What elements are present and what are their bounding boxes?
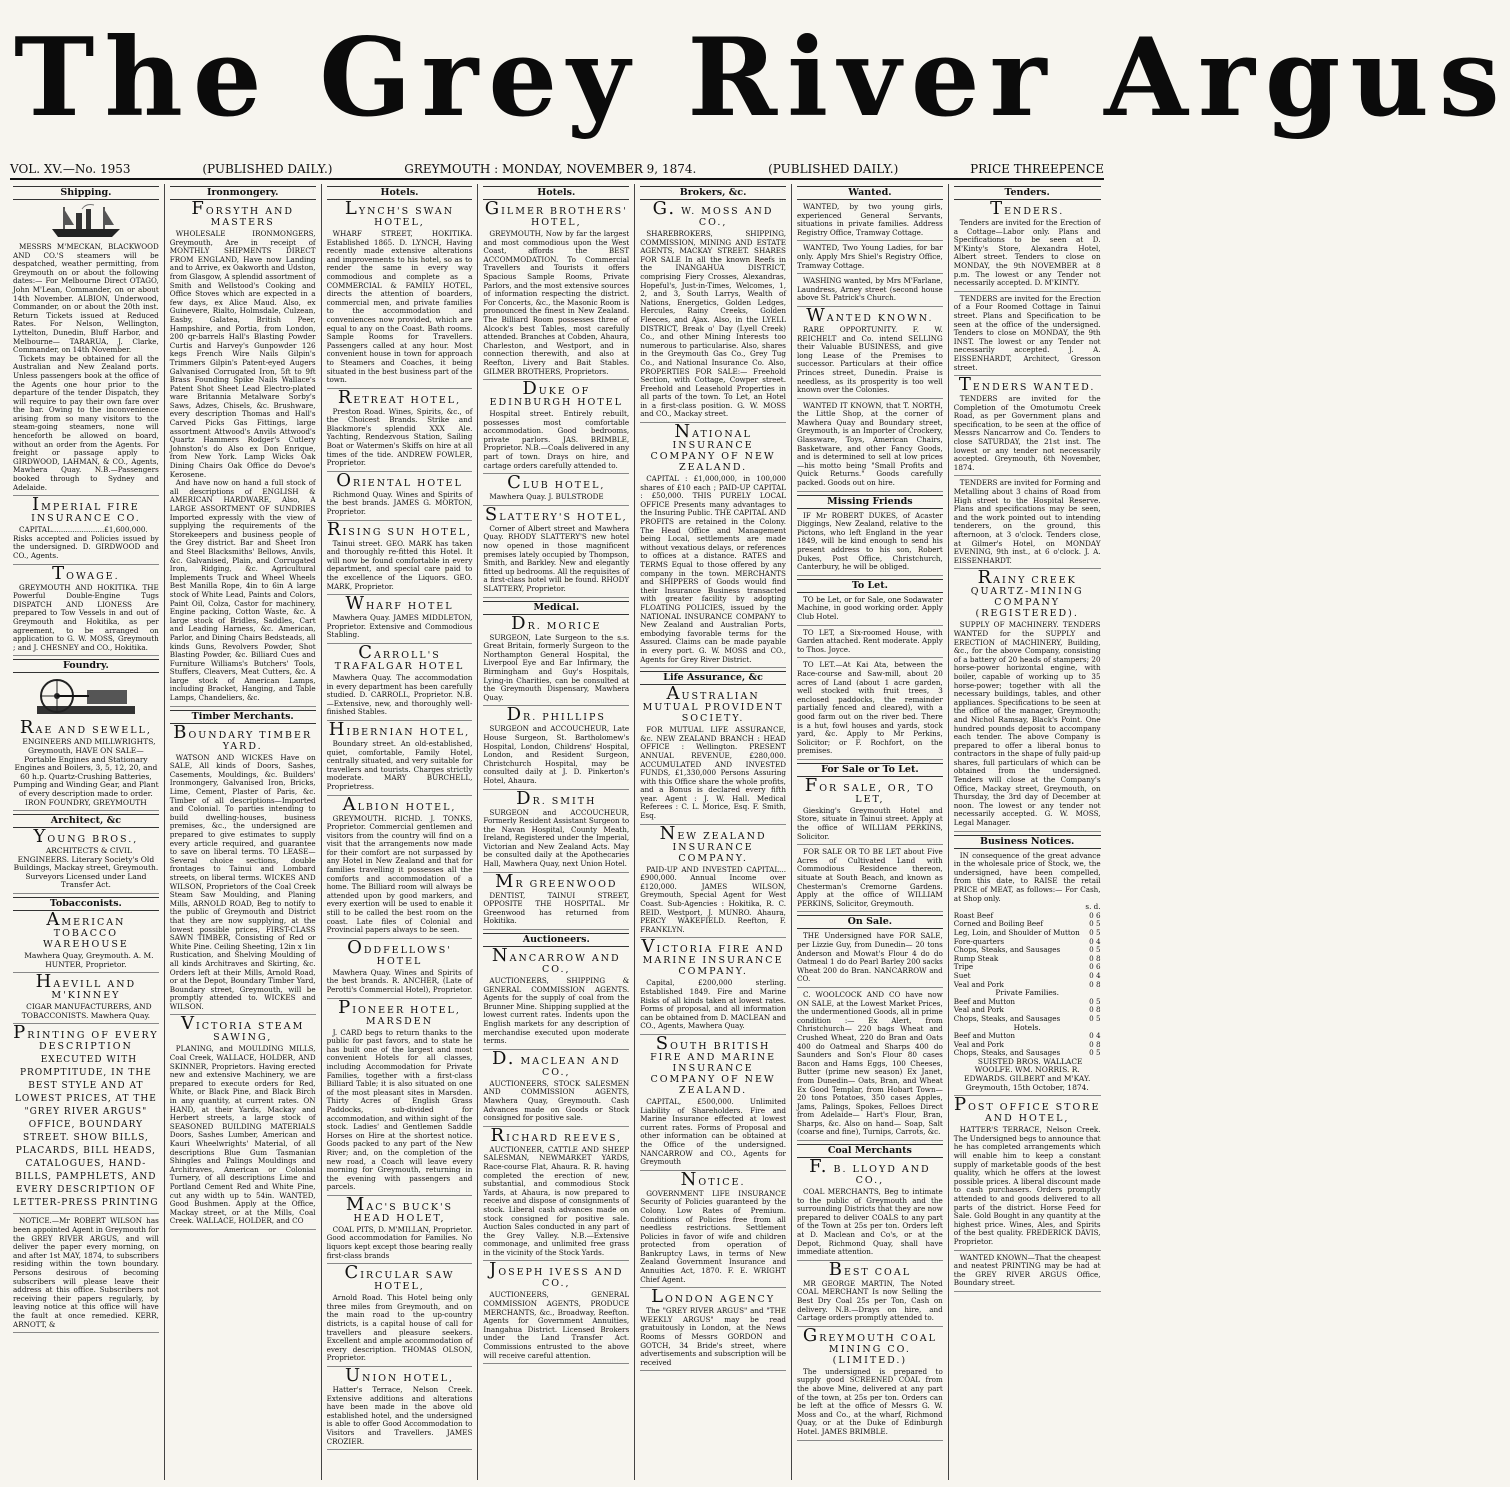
ad-union [326, 1365, 473, 1450]
section-heading: On Sale. [797, 915, 943, 929]
private-price-list [954, 998, 1101, 1024]
ad-body: Hospital street. Entirely rebuilt, possesses most comfortable accommodation. Good bedrooms, private parlors. JAS. BRIMBLE, Proprietor. N.B.—Coals delivered in any part of town. Drays on hire, and cartage orders carefully attended to. [483, 409, 630, 470]
ad-heading: RAINY CREEK QUARTZ-MINING COMPANY (REGISTERED). [970, 567, 1084, 620]
ad-heading: YOUNG BROS., [33, 826, 139, 848]
ad-body: WHOLESALE IRONMONGERS, Greymouth, Are in receipt of MONTHLY SHIPMENTS DIRECT FROM ENGLAND, Have now Landing and to Arrive, ex Oakworth and Udston, from Glasgow, A splendid assortment of Smith and Wellstood's Cooking and Office Stoves which are expected in a few days, ex Alice Maud. Also, ex Guinevere, Rialto, Holmsdale, Culzean, Easby, Galatea, British Peer, Hampshire, and Portia, from London, 200 qr-barrels Hall's Blasting Powder Curtis and Harvey's Gunpowder 126 kegs French Wire Nails Gilpin's Trimmers Gilpin's Patent-eyed Augers Galvanised Corrugated Iron, 5ft to 9ft Brass Founding Spike Nails Wallace's Patent Shot Sheet Lead Electro-plated ware Britannia Metalware Sorby's Saws, Adzes, Chisels, &c. Brushware, every description Thomas and Hall's Carved Picks Gas Fittings, large assortment Attwood's Anvils Attwood's Quartz Hammers Rodger's Cutlery Johnston's do Also ex Don Enrique, from New York. Lamp Wicks Oak Dining Chairs Oak Office do Devoe's Kerosene. [169, 229, 316, 479]
section-heading: To Let. [797, 579, 943, 593]
price-item: Veal and Pork [953, 1005, 1004, 1015]
ad-albion [326, 793, 473, 939]
ad-heading: DR. SMITH [516, 787, 597, 809]
price-item: Rump Steak [953, 953, 999, 963]
ad-slattery [483, 503, 630, 598]
ad-heading: FOR SALE, OR, TO LET, [804, 774, 935, 805]
ad-retreat [326, 386, 473, 472]
ad-body: Mawhera Quay. Wines and Spirits of the best brands. R. ANCHER, (Late of Perotti's Commercial Hotel), Proprietor. [326, 967, 473, 994]
ad-heading: JOSEPH IVESS AND CO., [489, 1259, 624, 1290]
ad-body: Boundary street. An old-established, quiet, comfortable, Family Hotel, centrally situated, and very suitable for travellers and tourists. Charges strictly moderate. MARY BURCHELL, Proprietress. [326, 738, 473, 791]
ad-body: IN consequence of the great advance in the wholesale price of Stock, we, the undersigned, have been compelled, from this date, to RAISE the retail PRICE of MEAT, as follows:— For Cash, at Shop only. [953, 850, 1101, 903]
ad-victoria-sawing [169, 1013, 316, 1229]
section-heading: Hotels. [327, 186, 473, 200]
hotel-price-list [954, 1032, 1101, 1058]
ad-club [483, 472, 629, 506]
ad-heading: ALBION HOTEL, [342, 793, 457, 815]
ad-body: Tickets may be obtained for all the Australian and New Zealand ports. Unless passengers book at the office of the Agents one hour prior to the departure of the tender Dispatch, they will require to pay their own fare over the bar. Owing to the inconvenience arising from so many visitors to the steam-going steamers, none will henceforth be allowed on board, without an order from the Agents. For freight or passage apply to GIRDWOOD, LAHMAN, & CO., Agents, Mawhera Quay. N.B.—Passengers booked through to Sydney and Adelaide. [13, 353, 159, 492]
ad-australian-mutual [640, 683, 786, 825]
ad-body: Richmond Quay. Wines and Spirits of the best brands. JAMES G. MORTON, Proprietor. [326, 489, 473, 517]
ad-heading: RICHARD REEVES, [490, 1124, 623, 1146]
ad-american-tobacco [13, 909, 159, 973]
ad-forsale-1 [796, 774, 943, 845]
price-value: 0 8 [1089, 953, 1101, 963]
ad-rae-sewell [13, 676, 159, 811]
ad-heading: DR. MORICE [511, 612, 602, 634]
section-heading: Foundry. [13, 659, 159, 673]
price-value: 0 5 [1089, 996, 1101, 1006]
ad-heading: SOUTH BRITISH FIRE AND MARINE INSURANCE COMPANY OF NEW ZEALAND. [650, 1032, 777, 1096]
ad-heading: ODDFELLOWS' HOTEL [347, 936, 452, 967]
published-daily-left: (PUBLISHED DAILY.) [202, 162, 333, 176]
price-value: 0 6 [1089, 962, 1101, 972]
section-heading: Wanted. [797, 186, 943, 200]
ad-tolet-3 [797, 661, 943, 760]
ad-forsale-2 [797, 848, 943, 912]
ad-body: SURGEON and ACCOUCHEUR, Late House Surgeon, St. Bartholomew's Hospital, London, Childrens' Hospital, London, and Resident Surgeon, Christchurch Hospital, may be consulted daily at J. D. Pinkerton's Hotel, Ahaura. [483, 724, 630, 785]
ad-heading: D. MACLEAN AND CO., [491, 1047, 621, 1078]
ad-tender-wanted [953, 374, 1101, 476]
ad-victoria-fire [640, 936, 786, 1035]
ad-body: CAPITAL : £1,000,000, in 100,000 shares of £10 each ; PAID-UP CAPITAL : £50,000. THIS PURELY LOCAL OFFICE Presents many advantages to the Insuring Public. THE CAPITAL AND PROFITS are retained in the Colony. The Head Office and Management being Local, settlements are made without vexatious delays, or references to offices at a distance. RATES and TERMS Equal to those offered by any company in the town. MERCHANTS and SHIPPERS of Goods would find their Insurance Business transacted with greater facility by adopting FLOATING POLICIES, issued by the NATIONAL INSURANCE COMPANY to New Zealand and Australian Ports, embodying favorable terms for the Assured. Claims can be made payable in every port. G. W. MOSS and CO., Agents for Grey River District. [640, 474, 786, 664]
section-heading: For Sale or To Let. [797, 763, 943, 777]
column-4 [478, 184, 635, 1480]
price-header: s. d. [1085, 902, 1101, 912]
price-item: Tripe [953, 962, 974, 972]
ad-body: SURGEON, Late Surgeon to the s.s. Great Britain, formerly Surgeon to the Northampton General Hospital, the Liverpool Eye and Ear Infirmary, the Birmingham and Guy's Hospitals, Lying-in Charities, can be consulted at the Greymouth Dispensary, Mawhera Quay. [483, 632, 630, 702]
ad-heading: VICTORIA FIRE AND MARINE INSURANCE COMPANY. [641, 936, 785, 978]
ad-lloyd [796, 1156, 943, 1261]
ad-body: AUCTIONEERS, STOCK SALESMEN AND COMMISSION AGENTS, Mawhera Quay, Greymouth. Cash Advances made on Goods or Stock consigned for positive sale. [483, 1078, 630, 1123]
price-value: 0 8 [1089, 1039, 1101, 1049]
price-subheading: Private Families. [995, 988, 1060, 998]
ad-heading: FORSYTH AND MASTERS [191, 198, 295, 228]
ad-body: CAPITAL.......................£1,600,000. Risks accepted and Policies issued by the undersigned. D. GIRDWOOD and CO., Agents. [13, 525, 159, 560]
ad-body: AUCTIONEER, CATTLE AND SHEEP SALESMAN, NEWMARKET YARDS, Race-course Flat, Ahaura. R. R. having completed the erection of new, substantial, and commodious Stock Yards, at Ahaura, is now prepared to receive and dispose of consignments of stock. Liberal cash advances made on stock consigned for positive sale. Auction Sales conducted in any part of the Grey Valley. N.B.—Extensive commonage, and unlimited free grass in the vicinity of the Stock Yards. [483, 1144, 630, 1257]
ad-heading: AMERICAN TOBACCO WAREHOUSE [43, 909, 129, 951]
ad-government-life [640, 1168, 786, 1289]
ad-body: IF Mr ROBERT DUKES, of Acaster Diggings, New Zealand, relative to the Pictons, who left England in the year 1849, will be kind enough to send his present address to his son, Robert Dukes, Post Office, Christchurch, Canterbury, he will be obliged. [796, 510, 943, 572]
ad-nancarrow [483, 945, 630, 1050]
ad-heading: NANCARROW AND CO., [491, 945, 621, 976]
ad-dr-phillips [483, 704, 630, 789]
ad-heading: WANTED KNOWN. [806, 304, 934, 326]
ad-heading: NEW ZEALAND INSURANCE COMPANY. [659, 822, 767, 864]
ad-body: Tainui street. GEO. MARK has taken and thoroughly re-fitted this Hotel. It will now be found comfortable in every department, and special care paid to the excellence of the Liquors. GEO. MARK, Proprietor. [326, 538, 473, 591]
price-item: Fore-quarters [953, 936, 1005, 946]
ad-london-agency [640, 1286, 786, 1371]
ad-heading: UNION HOTEL, [344, 1365, 454, 1386]
ad-heading: MAC'S BUCK'S HEAD HOLET, [345, 1193, 454, 1224]
price-value: 0 4 [1089, 970, 1101, 980]
ad-circular-saw [326, 1262, 473, 1367]
ad-shipping [13, 203, 159, 496]
ad-body: TENDERS are invited for the Erection of a Four Roomed Cottage in Tainui street. Plans and Specification to be seen at the office of the undersigned. Tenders to close on MONDAY, the 9th INST. The lowest or any Tender not necessarily accepted. J. A. EISSENHARDT, Architect, Gresson street. [953, 293, 1101, 372]
column-5 [635, 184, 792, 1480]
ad-haevill-mkinney [13, 971, 159, 1024]
ad-tolet-1 [797, 596, 943, 626]
ad-body: MESSRS M'MECKAN, BLACKWOOD AND CO.'S steamers will be despatched, weather permitting, from Greymouth on or about the following dates:— For Melbourne Direct OTAGO, John M'Lean, Commander, on or about 14th November. ALBION, Underwood, Commander, on or about the 20th inst. Return Tickets issued at Reduced Rates. For Nelson, Wellington, Lyttelton, Dunedin, Bluff Harbor, and Melbourne— TARARUA, J. Clarke, Commander, on 14th November. [13, 242, 159, 355]
ad-body: Capital, £200,000 sterling. Established 1849. Fire and Marine Risks of all kinds taken at lowest rates. Forms of proposal, and all information can be obtained from D. MACLEAN and CO., Agents, Mawhera Quay. [640, 978, 786, 1031]
ad-body: GREYMOUTH. RICHD. J. TONKS, Proprietor. Commercial gentlemen and visitors from the country will find on a visit that the arrangements now made for their comfort are not surpassed by any Hotel in New Zealand and that for families travelling it possesses all the comforts and accommodation of a home. The Billiard room will always be attended upon by good markers, and every exertion will be used to enable it still to be called the best room on the coast. Late files of Colonial and Provincial papers always to be seen. [326, 813, 473, 935]
ad-dr-morice [483, 612, 630, 707]
price-item: Veal and Pork [953, 979, 1004, 989]
price-value: 0 4 [1089, 936, 1101, 946]
ad-tender-2 [954, 295, 1101, 376]
ad-heading: TOWAGE. [52, 562, 120, 584]
ad-wanted-3 [797, 277, 943, 307]
price-subheading: Hotels. [1013, 1022, 1041, 1032]
ad-heading: NATIONAL INSURANCE COMPANY OF NEW ZEALAND. [650, 421, 776, 474]
ad-greenwood [483, 870, 630, 930]
ad-heading: AUSTRALIAN MUTUAL PROVIDENT SOCIETY. [642, 683, 784, 725]
ad-heading: RAE AND SEWELL, [19, 717, 152, 739]
ad-heading: DUKE OF EDINBURGH HOTEL [489, 378, 623, 409]
ad-body: DENTIST, TAINUI STREET, OPPOSITE THE HOSPITAL. Mr Greenwood has returned from Hokitika. [483, 890, 630, 926]
steam-engine-icon [31, 676, 141, 720]
ad-heading: GILMER BROTHERS' HOTEL, [484, 198, 628, 228]
ad-lynch-swan [326, 198, 473, 389]
section-heading: Ironmongery. [170, 186, 316, 200]
ad-heading: RISING SUN HOTEL, [326, 518, 472, 540]
section-heading: Coal Merchants [797, 1144, 943, 1158]
ad-body: Tenders are invited for the Erection of a Cottage—Labor only. Plans and Specifications to be seen at D. M'Kinty's Store, Alexandra Hotel, Albert street. Tenders to close on MONDAY, the 9th NOVEMBER at 8 p.m. The lowest or any Tender not necessarily accepted. D. M'KINTY. [953, 218, 1101, 288]
ad-body: WHARF STREET, HOKITIKA. Established 1865. D. LYNCH, Having recently made extensive alterations and improvements to his hotel, so as to render the same in every way commodious and complete as a COMMERCIAL & FAMILY HOTEL, directs the attention of boarders, commercial men, and private families to the accommodation and conveniences now provided, which are equal to any on the Coast. Bath rooms. Sample Rooms for Travellers. Passengers called at any hour. Most convenient house in town for approach to Steamers and Coaches, it being situated in the best business part of the town. [326, 229, 473, 385]
ad-body: EXECUTED WITH PROMPTITUDE, IN THE BEST STYLE AND AT LOWEST PRICES, AT THE "GREY RIVER ARGUS" OFFICE, BOUNDARY STREET. SHOW BILLS, PLACARDS, BILL HEADS, CATALOGUES, HAND-BILLS, PAMPHLETS, AND EVERY DESCRIPTION OF LETTER-PRESS PRINTING [13, 1055, 159, 1209]
ad-south-british [640, 1032, 786, 1171]
steamship-icon [46, 203, 126, 241]
section-heading: Timber Merchants. [170, 710, 316, 724]
ad-body: GREYMOUTH AND HOKITIKA. THE Powerful Double-Engine Tugs DISPATCH AND LIONESS Are prepared to Tow Vessels in and out of Greymouth and Hokitika, as per agreement, to be arranged on application to G. W. MOSS, Greymouth ; and J. CHESNEY and CO., Hokitika. [13, 582, 159, 652]
price-item: Beef and Mutton [953, 1031, 1016, 1041]
ad-maclean [483, 1047, 630, 1127]
ad-rising-sun [326, 518, 473, 596]
section-heading: Architect, &c [13, 814, 159, 828]
ad-macs-bucks-head [326, 1193, 473, 1264]
ad-body: Corner of Albert street and Mawhera Quay. RHODY SLATTERY'S new hotel now opened in those magnificent premises lately occupied by Thompson, Smith, and Barkley. New and elegantly fitted up bedrooms. All the requisites of a first-class hotel will be found. RHODY SLATTERY, Proprietor. [483, 523, 630, 593]
column-6 [792, 184, 949, 1480]
ad-dr-smith [483, 787, 630, 873]
ad-duke-edinburgh [483, 378, 630, 474]
ad-body: HATTER'S TERRACE, Nelson Creek. The Undersigned begs to announce that he has completed arrangements which will enable him to keep a constant supply of marketable goods of the best quality, which he offers at the lowest possible prices. A liberal discount made to cash purchasers. Orders promptly attended to and goods delivered to all parts of the district. Horse Feed for Sale. Gold Bought in any quantity at the highest price. Wines, Ales, and Spirits of the best quality. FREDERICK DAVIS, Proprietor. [953, 1125, 1101, 1246]
ad-oriental [326, 469, 473, 521]
ad-body: TO LET, a Six-roomed House, with Garden attached. Rent moderate. Apply to Thos. Joyce. [796, 627, 943, 654]
ad-body: ENGINEERS AND MILLWRIGHTS, Greymouth, HAVE ON SALE— Portable Engines and Stationary Engines and Boilers, 3, 5, 12, 20, and 60 h.p. Quartz-Crushing Batteries, Pumping and Winding Gear, and Plant of every description made to order. IRON FOUNDRY, GREYMOUTH [13, 737, 159, 807]
ad-heading: CLUB HOTEL, [507, 472, 606, 494]
price-item: Veal and Pork [953, 1039, 1004, 1049]
price-item: Chops, Steaks, and Sausages [953, 1048, 1061, 1058]
ad-body: TO LET.—At Kai Ata, between the Race-course and Saw-mill, about 20 acres of Land (about 1 acre garden, well stocked with fruit trees, 3 enclosed paddocks, the remainder partially fenced and cleared), with a good farm out on the river bed. There is a hut, fowl houses and yards, stock yard, &c. Apply to Mr Perkins, Solicitor; or F. Rochfort, on the premises. [796, 660, 943, 756]
ad-body: Arnold Road. This Hotel being only three miles from Greymouth, and on the main road to the up-country districts, is a capital house of call for travellers and pleasure seekers. Excellent and ample accommodation of every description. THOMAS OLSON, Proprietor. [326, 1293, 473, 1363]
ad-carroll [326, 641, 473, 721]
ad-body: RARE OPPORTUNITY. F. W. REICHELT and Co. intend SELLING their Valuable BUSINESS, and give long Lease of the Premises to successor. Particulars at their office Princes street, Dunedin. Praise is needless, as its prosperity is too well known over the Colonies. [796, 324, 943, 395]
section-heading: Tobacconists. [13, 897, 159, 911]
price-value: 0 8 [1089, 979, 1101, 989]
ad-signatures: SUISTED BROS. WALLACE WOOLFE. WM. NORRIS. R. EDWARDS. GILBERT and M'KAY. Greymouth, 15th October, 1874. [963, 1056, 1091, 1092]
masthead [14, 8, 1510, 158]
ad-body: PAID-UP AND INVESTED CAPITAL...£900,000. Annual Income over £120,000. JAMES WILSON, Greymouth, Special Agent for West Coast. Sub-Agencies : Hokitika, R. C. REID. Westport, J. MUNRO. Ahaura, PERCY WAKEFIELD. Reefton, F. FRANKLYN. [640, 864, 786, 934]
ad-reeves [483, 1124, 630, 1262]
ad-heading: SLATTERY'S HOTEL, [484, 503, 628, 525]
ad-body: The undersigned is prepared to supply good SCREENED COAL from the above Mine, delivered at any part of the town, at 25s per ton. Orders can be left at the office of Messrs G. W. Moss and Co., at the wharf, Richmond Quay, or at the Duke of Edinburgh Hotel. JAMES BRIMBLE. [796, 1366, 943, 1436]
ad-heading: MR GREENWOOD [495, 870, 618, 892]
ad-tolet-2 [797, 629, 943, 659]
ad-forsyth-masters [169, 198, 316, 707]
ad-wharf [326, 593, 473, 644]
volume-number: VOL. XV.—No. 1953 [10, 162, 131, 176]
ad-body: Giesking's Greymouth Hotel and Store, situate in Tainui street. Apply at the office of WILLIAM PERKINS, Solicitor. [796, 805, 943, 841]
price-item: Suet [953, 970, 971, 980]
ad-body: COAL MERCHANTS, Beg to intimate to the public of Greymouth and the surrounding Districts that they are now prepared to deliver COALS to any part of the Town at 25s per ton. Orders left at D. Maclean and Co's, or at the Depot, Richmond Quay, shall have immediate attention. [796, 1187, 943, 1257]
ad-body: TENDERS are invited for the Completion of the Omotumotu Creek Road, as per Government plans and specification, to be seen at the office of Messrs Nancarrow and Co. Tenders to close SATURDAY, the 21st inst. The lowest or any tender not necessarily accepted. Greymouth, 6th November, 1874. [953, 394, 1101, 472]
ad-body: COAL PITS, D. M'MILLAN, Proprietor. Good accommodation for Families. No liquors kept except those bearing really first-class brands [326, 1224, 473, 1260]
published-daily-right: (PUBLISHED DAILY.) [768, 162, 899, 176]
price-value: 0 5 [1089, 945, 1101, 955]
ad-body: SUPPLY OF MACHINERY. TENDERS WANTED for the SUPPLY and ERECTION of MACHINERY, Building, &c., for the above Company, consisting of a battery of 20 heads of stampers; 20 horse-power horizontal engine, with boiler, capable of working up to 35 horse-power; together with all the necessary buildings, tables, and other appliances. Specifications to be seen at the office of the manager, Greymouth; and Nichol Ramsay, Black's Point. One hundred pounds deposit to accompany each tender. The above Company is prepared to offer a liberal bonus to contractors in the shape of fully paid-up shares, full particulars of which can be obtained from the undersigned. Tenders will close at the Company's Office, Mackay street, Greymouth, on Thursday, the 3rd day of December at noon. The lowest or any tender not necessarily accepted. G. W. MOSS, Legal Manager. [953, 620, 1101, 828]
ad-onsale-1 [797, 932, 943, 988]
section-heading: Shipping. [13, 186, 159, 200]
ad-body: WASHING wanted, by Mrs M'Farlane, Laundress, Arney street (second house above St. Patrick's Church. [796, 276, 943, 303]
ad-body: MR GEORGE MARTIN, The Noted COAL MERCHANT Is now Selling the Best Dry Coal 25s per Ton, Cash on delivery. N.B.—Drays on hire, and Cartage orders promptly attended to. [796, 1278, 943, 1323]
section-heading: Medical. [483, 601, 629, 615]
ad-oddfellows [326, 936, 473, 999]
price-value: 0 5 [1089, 927, 1101, 937]
price-item: Corned and Boiling Beef [953, 919, 1044, 929]
ad-wanted-known-north [797, 402, 943, 492]
price-item: Roast Beef [953, 910, 994, 920]
issue-date: GREYMOUTH : MONDAY, NOVEMBER 9, 1874. [404, 162, 697, 176]
ad-body: THE Undersigned have FOR SALE, per Lizzie Guy, from Dunedin— 20 tons Anderson and Mowat's Flour 4 do do Oatmeal 1 do do Pearl Barley 200 sacks Wheat 200 do Bran. NANCARROW and CO. [796, 931, 943, 984]
ad-body: Mawhera Quay. JAMES MIDDLETON, Proprietor. Extensive and Commodious Stabling. [326, 613, 473, 640]
price-value: 0 5 [1089, 919, 1101, 929]
ad-body: Mawhera Quay. The accommodation in every department has been carefully studied. D. CARROLL, Proprietor. N.B.—Extensive, new, and thoroughly well-finished Stables. [326, 672, 473, 717]
ad-body: FOR SALE OR TO BE LET about Five Acres of Cultivated Land with Commodious Residence thereon, situate at South Beach, and known as Chesterman's Cremorne Gardens. Apply at the office of WILLIAM PERKINS, Solicitor, Greymouth. [796, 847, 943, 908]
ad-body: Mawhera Quay, Greymouth. A. M. HUNTER, Proprietor. [24, 951, 154, 969]
ad-body: TENDERS are invited for Forming and Metalling about 3 chains of Road from High street to the Hospital Reserve. Plans and specifications may be seen, and the work pointed out to intending tenderers, on the ground, this afternoon, at 3 o'clock. Tenders close, at Gilmer's Hotel, on MONDAY EVENING, 9th inst., at 6 o'clock. J. A. EISSENHARDT. [953, 478, 1101, 565]
price-value: 0 5 [1089, 1048, 1101, 1058]
ad-heading: LONDON AGENCY [651, 1286, 776, 1308]
ad-heading: TENDERS. [990, 198, 1065, 219]
ad-heading: PIONEER HOTEL, MARSDEN [338, 996, 461, 1027]
ad-heading: G. W. MOSS AND CO., [652, 198, 774, 228]
column-3 [322, 184, 479, 1480]
ad-heading: TENDERS WANTED. [958, 374, 1096, 396]
ad-boundary-timber [169, 721, 316, 1016]
ad-body: Preston Road. Wines, Spirits, &c., of the Choicest Brands. Strike and Blackmore's splendid XXX Ale. Yachting, Rendezvous Station, Sailing Boat or Watermen's Skiffs on hire at all times of the tide. ANDREW FOWLER, Proprietor. [326, 406, 473, 468]
ad-body: WANTED, by two young girls, experienced General Servants, situations in private families. Address Registry Office, Tramway Cottage. [796, 202, 943, 237]
ad-heading: F. B. LLOYD AND CO., [809, 1156, 931, 1187]
ad-pioneer [326, 996, 473, 1196]
ad-gilmer [483, 198, 630, 380]
ad-towage [13, 562, 159, 657]
ad-body: GREYMOUTH, Now by far the largest and most commodious upon the West Coast, affords the BEST ACCOMMODATION. To Commercial Travellers and Tourists it offers Spacious Sample Rooms, Private Parlors, and the most extensive sources of information respecting the district. For Concerts, &c., the Masonic Room is pronounced the finest in New Zealand. The Billiard Room possesses three of Alcock's best Tables, most carefully attended. Branches at Cobden, Ahaura, Charleston, and Westport, and in connection therewith, and also at Reefton, Livery and Bait Stables. GILMER BROTHERS, Proprietors. [483, 229, 630, 376]
ad-nz-insurance [640, 822, 786, 939]
column-1 [8, 184, 165, 1480]
ad-national-insurance [640, 421, 786, 668]
ad-imperial-fire [13, 494, 159, 564]
ad-body: And have now on hand a full stock of all descriptions of ENGLISH & AMERICAN HARDWARE, Also, A LARGE ASSORTMENT OF SUNDRIES Imported expressly with the view of supplying the requirements of the Storekeepers and business people of the Grey district. Bar and Sheet Iron and Steel Blacksmiths' Bellows, Anvils, &c. Galvanised, Plain, and Corrugated Iron, Ridging, &c. Agricultural Implements Truck and Wheel Wheels Best Manilla Rope, 4in to 6in A large stock of White Lead, Paints and Colors, Paint Oil, Colza, Castor for machinery, Engine packing, Cotton Waste, &c. A large stock of Bridles, Saddles, Cart and Leading Harness, &c. American, Parlor, and Dining Chairs Bedsteads, all kinds Guns, Revolvers Powder, Shot Blasting Powder, &c. Billiard Cues and Furniture Williams's Butchers' Tools, Stuffers, Cleavers, Meat Cutters, &c. A large stock of American Lamps, including Bracket, Hanging, and Table Lamps, Chandeliers, &c. [169, 478, 316, 703]
ad-body: WANTED, Two Young Ladies, for bar only. Apply Mrs Shiel's Registry Office, Tramway Cottage. [796, 243, 943, 270]
ad-heading: VICTORIA STEAM SAWING, [181, 1013, 305, 1044]
ad-gw-moss [640, 198, 786, 423]
ad-best-coal [796, 1258, 943, 1327]
price-item: Beef and Mutton [953, 996, 1016, 1006]
masthead-title: The Grey River Argus [14, 15, 1510, 141]
section-heading: Business Notices. [954, 835, 1101, 849]
ad-body: TO be Let, or for Sale, one Sodawater Machine, in good working order. Apply Club Hotel. [796, 594, 943, 621]
ad-body: J. CARD begs to return thanks to the public for past favors, and to state he has built one of the largest and most convenient Hotels for all classes, including Accommodation for Private Families, together with a first-class Billiard Table; it is also situated on one of the most pleasant sites in Marsden. Thirty Acres of English Grass Paddocks, sub-divided for accommodation, and within sight of the stock. Ladies' and Gentlemen Saddle Horses on Hire at the shortest notice. Goods packed to any part of the New River; and, on the completion of the new road, a Coach will leave every morning for Greymouth, returning in the evening with passengers and parcels. [326, 1027, 473, 1192]
ad-body: AUCTIONEERS, SHIPPING & GENERAL COMMISSION AGENTS. Agents for the supply of coal from the Brunner Mine. Shipping supplied at the lowest current rates. Indents upon the English markets for any description of merchandise executed upon moderate terms. [483, 976, 630, 1046]
ad-body: SHAREBROKERS, SHIPPING, COMMISSION, MINING AND ESTATE AGENTS, MACKAY STREET. SHARES FOR SALE In all the known Reefs in the INANGAHUA DISTRICT, comprising Fiery Crosses, Alexandras, Hopeful's, Just-in-Times, Welcomes, 1, 2, and 3, South Larrys, Wealth of Nations, Energetics, Golden Ledges, Hercules, Rainy Creeks, Golden Fleeces, and Ajax. Also, in the LYELL DISTRICT, Break o' Day (Lyell Creek) Co., and other Mining Interests too numerous to particularise. Also, shares in the Greymouth Gas Co., Grey Tug Co., and National Insurance Co. Also, PROPERTIES FOR SALE:— Freehold Section, with Cottage, Cowper street. Freehold and Leasehold Properties in all parts of the town. To Let, an Hotel in a first-class position. G. W. MOSS and CO., Mackay street. [640, 229, 786, 419]
ad-rainy-creek [953, 567, 1101, 831]
section-heading: Auctioneers. [483, 933, 629, 947]
ad-body: SURGEON and ACCOUCHEUR, Formerly Resident Assistant Surgeon to the Navan Hospital, County Meath, Ireland, Registered under the Imperial, Victorian and New Zealand Acts. May be consulted daily at the Apothecaries Hall, Mawhera Quay, next Union Hotel. [483, 807, 630, 869]
ad-heading: RETREAT HOTEL, [337, 386, 462, 408]
price-item: Leg, Loin, and Shoulder of Mutton [953, 927, 1080, 937]
ad-heading: WHARF HOTEL [345, 593, 454, 615]
ad-heading: CIRCULAR SAW HOTEL, [344, 1262, 455, 1293]
column-7 [949, 184, 1106, 1480]
ad-printing [13, 1022, 159, 1214]
section-heading: Missing Friends [797, 495, 943, 509]
ad-meat-prices [954, 852, 1101, 1097]
ad-wanted-known [796, 304, 943, 399]
ad-heading: DR. PHILLIPS [506, 704, 606, 726]
price-value: 0 4 [1089, 1031, 1101, 1041]
ad-greymouth-coal [796, 1324, 943, 1441]
dateline [10, 162, 1104, 180]
ad-heading: POST OFFICE STORE AND HOTEL, [953, 1094, 1101, 1125]
price-value: 0 6 [1089, 910, 1101, 920]
ad-heading: CARROLL'S TRAFALGAR HOTEL [334, 641, 465, 672]
ad-body: PLANING, and MOULDING MILLS, Coal Creek, WALLACE, HOLDER, AND SKINNER, Proprietors. Having erected new and extensive Machinery, we are prepared to execute orders for Red, White, or Black Pine, and Black Birch in any quantity, at current rates. ON HAND, at their Yards, Mackay and Herbert streets, a large stock of SEASONED BUILDING MATERIALS Doors, Sashes Lumber, American and Kauri Wheelwrights' Material, of all descriptions Blue Gum Tasmanian Shingles and Palings Mouldings and Architraves, American or Colonial Turnery, of all descriptions Lime and Portland Cement Red and White Pine, cut any width up to 54in. WANTED, Good Bushmen. Apply at the Office, Mackay street, or at the Mills, Coal Creek. WALLACE, HOLDER, and CO [169, 1044, 316, 1226]
ad-heading: NOTICE. [680, 1168, 746, 1190]
section-heading: Hotels. [483, 186, 629, 200]
price: PRICE THREEPENCE [970, 162, 1104, 176]
price-value: 0 8 [1089, 1005, 1101, 1015]
price-row [954, 955, 1101, 964]
ad-body: CIGAR MANUFACTURERS, AND TOBACCONISTS. Mawhera Quay. [21, 1002, 152, 1020]
ad-body: NOTICE.—Mr ROBERT WILSON has been appointed Agent in Greymouth for the GREY RIVER ARGUS, and will deliver the paper every morning, on and after 1st MAY, 1874, to subscribers residing within the town boundary. Persons desirous of becoming subscribers will please leave their address at this office. Subscribers not receiving their papers regularly, by leaving notice at this office will have the fault at once remedied. KERR, ARNOTT, & [13, 1216, 159, 1329]
section-heading: Life Assurance, &c [640, 671, 786, 685]
ad-body: WATSON AND WICKES Have on SALE, All kinds of Doors, Sashes, Casements, Mouldings, &c. Builders' Ironmongery, Galvanised Iron, Bricks, Lime, Cement, Plaster of Paris, &c. Timber of all descriptions—Imported and Colonial. To parties intending to build dwelling-houses, business premises, &c., the undersigned are prepared to give estimates to supply every article required, and guarantee to save on liberal terms. TO LEASE— Several choice sections, double frontages to Tainui and Lombard streets, on liberal terms. WICKES AND WILSON, Proprietors of the Coal Creek Steam Saw Moulding, and Planing Mills, ARNOLD ROAD, Beg to notify to the public of Greymouth and District that they are now supplying, at the lowest possible prices, FIRST-CLASS SAWN TIMBER, Consisting of Red or White Pine. Ceiling Sheeting, 12in x 1in Rustication, and Shelving Moulding of all kinds Architraves and Skirting, &c. Orders left at their Mills, Arnold Road, or at the Depot, Boundary Timber Yard, Boundary street, Greymouth, will be promptly attended to. WICKES and WILSON. [169, 752, 316, 1011]
columns [8, 184, 1106, 1480]
ad-heading: PRINTING OF EVERY DESCRIPTION [13, 1022, 159, 1053]
ad-body: Hatter's Terrace, Nelson Creek. Extensive additions and alterations have been made in the above old established hotel, and the undersigned is able to offer Good Accommodation to Visitors and Travellers. JAMES CROZIER. [326, 1385, 473, 1446]
ad-body: Mawhera Quay. J. BULSTRODE [489, 492, 604, 502]
ad-body: WANTED KNOWN—That the cheapest and neatest PRINTING may be had at the GREY RIVER ARGUS Office, Boundary street. [953, 1252, 1101, 1288]
column-2 [165, 184, 322, 1480]
price-row [954, 963, 1101, 972]
price-value: 0 5 [1089, 1013, 1101, 1023]
ad-wanted-2 [797, 244, 943, 274]
ad-heading: HAEVILL AND M'KINNEY [35, 971, 137, 1002]
ad-body: ARCHITECTS & CIVIL ENGINEERS. Literary Society's Old Buildings, Mackay street, Greymouth. Surveyors Licensed under Land Transfer Act. [13, 846, 159, 890]
ad-ivess [483, 1259, 630, 1364]
ad-onsale-2 [797, 991, 943, 1141]
ad-heading: ORIENTAL HOTEL [336, 469, 463, 491]
price-item: Chops, Steaks, and Sausages [953, 1013, 1061, 1023]
section-heading: Brokers, &c. [640, 186, 786, 200]
ad-heading: GREYMOUTH COAL MINING CO. (LIMITED.) [802, 1324, 937, 1366]
ad-heading: IMPERIAL FIRE INSURANCE CO. [31, 494, 141, 525]
ad-body: GOVERNMENT LIFE INSURANCE Security of Policies guaranteed by the Colony. Low Rates of Premium. Conditions of Policies free from all needless restrictions. Settlement Policies in favor of wife and children protected from operation of Bankruptcy Laws, in terms of New Zealand Government Insurance and Annuities Act, 1870. F. E. WRIGHT Chief Agent. [640, 1188, 786, 1284]
ad-body: C. WOOLCOCK AND CO have now ON SALE, at the Lowest Market Prices, the undermentioned Goods, all in prime condition :— Ex Alert, from Christchurch— 220 bags Wheat and Crushed Wheat, 220 do Bran and Oats 400 do Oatmeal and Sharps 400 do Saunders and Son's Flour 80 cases Bacon and Hams Eggs, 100 Cheeses, Butter (prime new season) Ex Janet, from Dunedin— Oats, Bran, and Wheat Ex Good Templar, from Hobart Town— 20 tons Potatoes, 350 cases Apples, Jams, Palings, Spokes, Felloes Direct from Adelaide— Hart's Flour, Bran, Sharps, &c. Also on hand— Soap, Salt (coarse and fine), Turnips, Carrots, &c. [796, 989, 943, 1137]
meat-price-list [954, 912, 1101, 989]
ad-heading: LYNCH'S SWAN HOTEL, [344, 198, 455, 228]
ad-post-office-store [953, 1094, 1101, 1250]
price-item: Chops, Steaks, and Sausages [953, 945, 1061, 955]
ad-tender-1 [953, 198, 1101, 292]
ad-notice-agent [13, 1217, 159, 1333]
ad-tender-road [954, 479, 1101, 569]
ad-wanted-1 [797, 203, 943, 241]
section-heading: Tenders. [954, 186, 1101, 200]
ad-heading: BOUNDARY TIMBER YARD. [173, 721, 313, 752]
ad-body: FOR MUTUAL LIFE ASSURANCE, &c. NEW ZEALAND BRANCH : HEAD OFFICE : Wellington. PRESENT ANNUAL REVENUE, £280,000. ACCUMULATED AND INVESTED FUNDS, £1,330,000 Persons Assuring with this Office share the whole profits, and a Bonus is declared every fifth year. Agent : J. W. Hall. Medical Referees : C. L. Morice, Esq. F. Smith, Esq. [640, 725, 786, 821]
ad-body: AUCTIONEERS, GENERAL COMMISSION AGENTS, PRODUCE MERCHANTS, &c., Broadway, Reefton. Agents for Government Annuities, Inangahua District. Licensed Brokers under the Land Transfer Act. Commissions entrusted to the above will receive careful attention. [483, 1290, 630, 1360]
ad-missing-friends [797, 512, 943, 576]
ad-hibernian [326, 718, 473, 796]
ad-body: The "GREY RIVER ARGUS" and "THE WEEKLY ARGUS" may be read gratuitously in London, at the News Rooms of Messrs GORDON and GOTCH, 34 Bride's street, where advertisements and subscription will be received [640, 1306, 786, 1367]
ad-body: WANTED IT KNOWN, that T. NORTH, the Little Shop, at the corner of Mawhera Quay and Boundary street, Greymouth, is an Importer of Crockery, Glassware, Toys, American Chairs, Basketware, and other Fancy Goods, and is determined to sell at low prices—his motto being "Small Profits and Quick Returns." Goods carefully packed. Goods out on hire. [796, 400, 943, 488]
ad-heading: HIBERNIAN HOTEL, [328, 718, 471, 740]
ad-young-bros [13, 826, 159, 894]
ad-body: CAPITAL, £500,000. Unlimited Liability of Shareholders. Fire and Marine Insurance effected at lowest current rates. Forms of Proposal and other information can be obtained at the Office of the undersigned. NANCARROW and CO., Agents for Greymouth [640, 1096, 786, 1167]
ad-wanted-known-printing [954, 1254, 1101, 1292]
ad-heading: BEST COAL [828, 1258, 912, 1280]
